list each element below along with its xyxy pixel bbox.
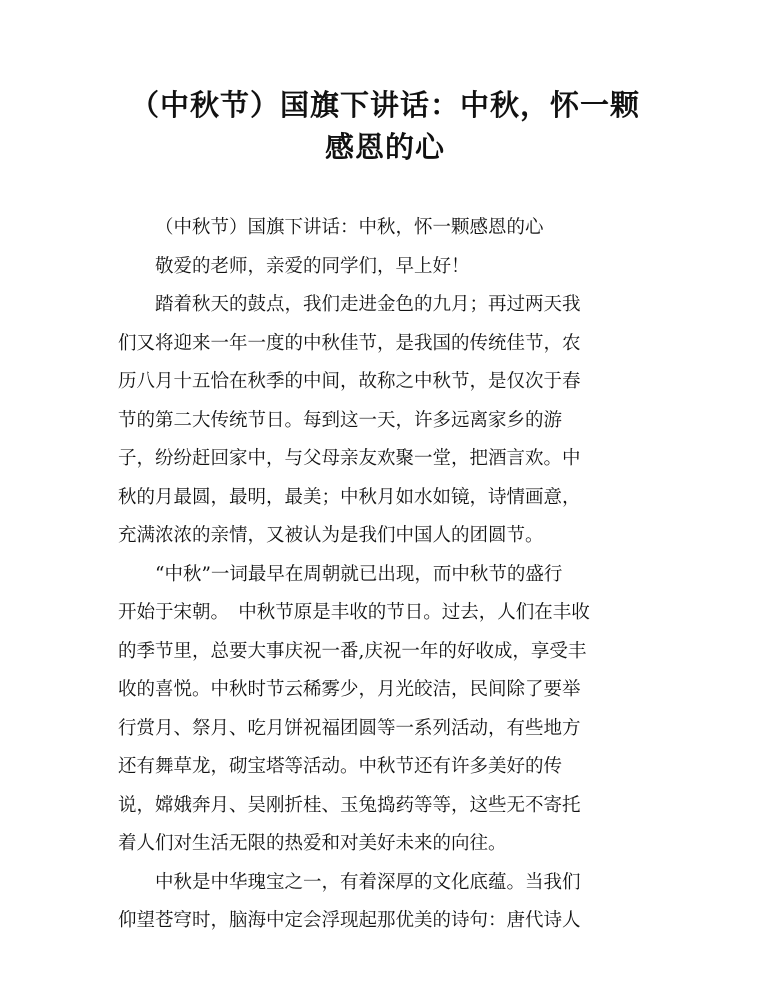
paragraph-line: 充满浓浓的亲情，又被认为是我们中国人的团圆节。	[118, 525, 544, 546]
paragraph-line: 的季节里，总要大事庆祝一番,庆祝一年的好收成，享受丰	[118, 640, 587, 662]
paragraph-line: （中秋节）国旗下讲话：中秋，怀一颗感恩的心	[155, 217, 544, 238]
paragraph-line: 还有舞草龙，砌宝塔等活动。中秋节还有许多美好的传	[118, 756, 563, 777]
paragraph-line: 子，纷纷赶回家中，与父母亲友欢聚一堂，把酒言欢。中	[118, 448, 581, 469]
paragraph-line: 中秋是中华瑰宝之一，有着深厚的文化底蕴。当我们	[155, 871, 581, 893]
paragraph-line: 历八月十五恰在秋季的中间，故称之中秋节，是仅次于春	[118, 371, 581, 392]
paragraph-line: 秋的月最圆，最明，最美；中秋月如水如镜，诗情画意，	[118, 486, 581, 508]
paragraph-line: “中秋”一词最早在周朝就已出现，而中秋节的盛行	[155, 563, 563, 585]
paragraph-line: 们又将迎来一年一度的中秋佳节，是我国的传统佳节，农	[118, 332, 581, 354]
paragraph-line: 开始于宋朝。 中秋节原是丰收的节日。过去，人们在丰收	[118, 602, 590, 623]
paragraph-line: 收的喜悦。中秋时节云稀雾少，月光皎洁，民间除了要举	[118, 679, 581, 700]
document-title	[100, 84, 670, 168]
title-line-1: （中秋节）国旗下讲话：中秋，怀一颗	[129, 88, 640, 122]
paragraph-line: 节的第二大传统节日。每到这一天，许多远离家乡的游	[118, 409, 563, 431]
paragraph-line: 着人们对生活无限的热爱和对美好未来的向往。	[118, 833, 507, 854]
paragraph-line: 行赏月、祭月、吃月饼祝福团圆等一系列活动，有些地方	[118, 717, 581, 739]
title-line-2: 感恩的心	[324, 130, 445, 164]
paragraph-line: 仰望苍穹时，脑海中定会浮现起那优美的诗句：唐代诗人	[118, 910, 581, 931]
paragraph-line: 敬爱的老师，亲爱的同学们，早上好！	[155, 255, 470, 277]
paragraph-line: 说，嫦娥奔月、吴刚折桂、玉兔捣药等等，这些无不寄托	[118, 794, 581, 816]
paragraph-line: 踏着秋天的鼓点，我们走进金色的九月；再过两天我	[155, 294, 581, 315]
